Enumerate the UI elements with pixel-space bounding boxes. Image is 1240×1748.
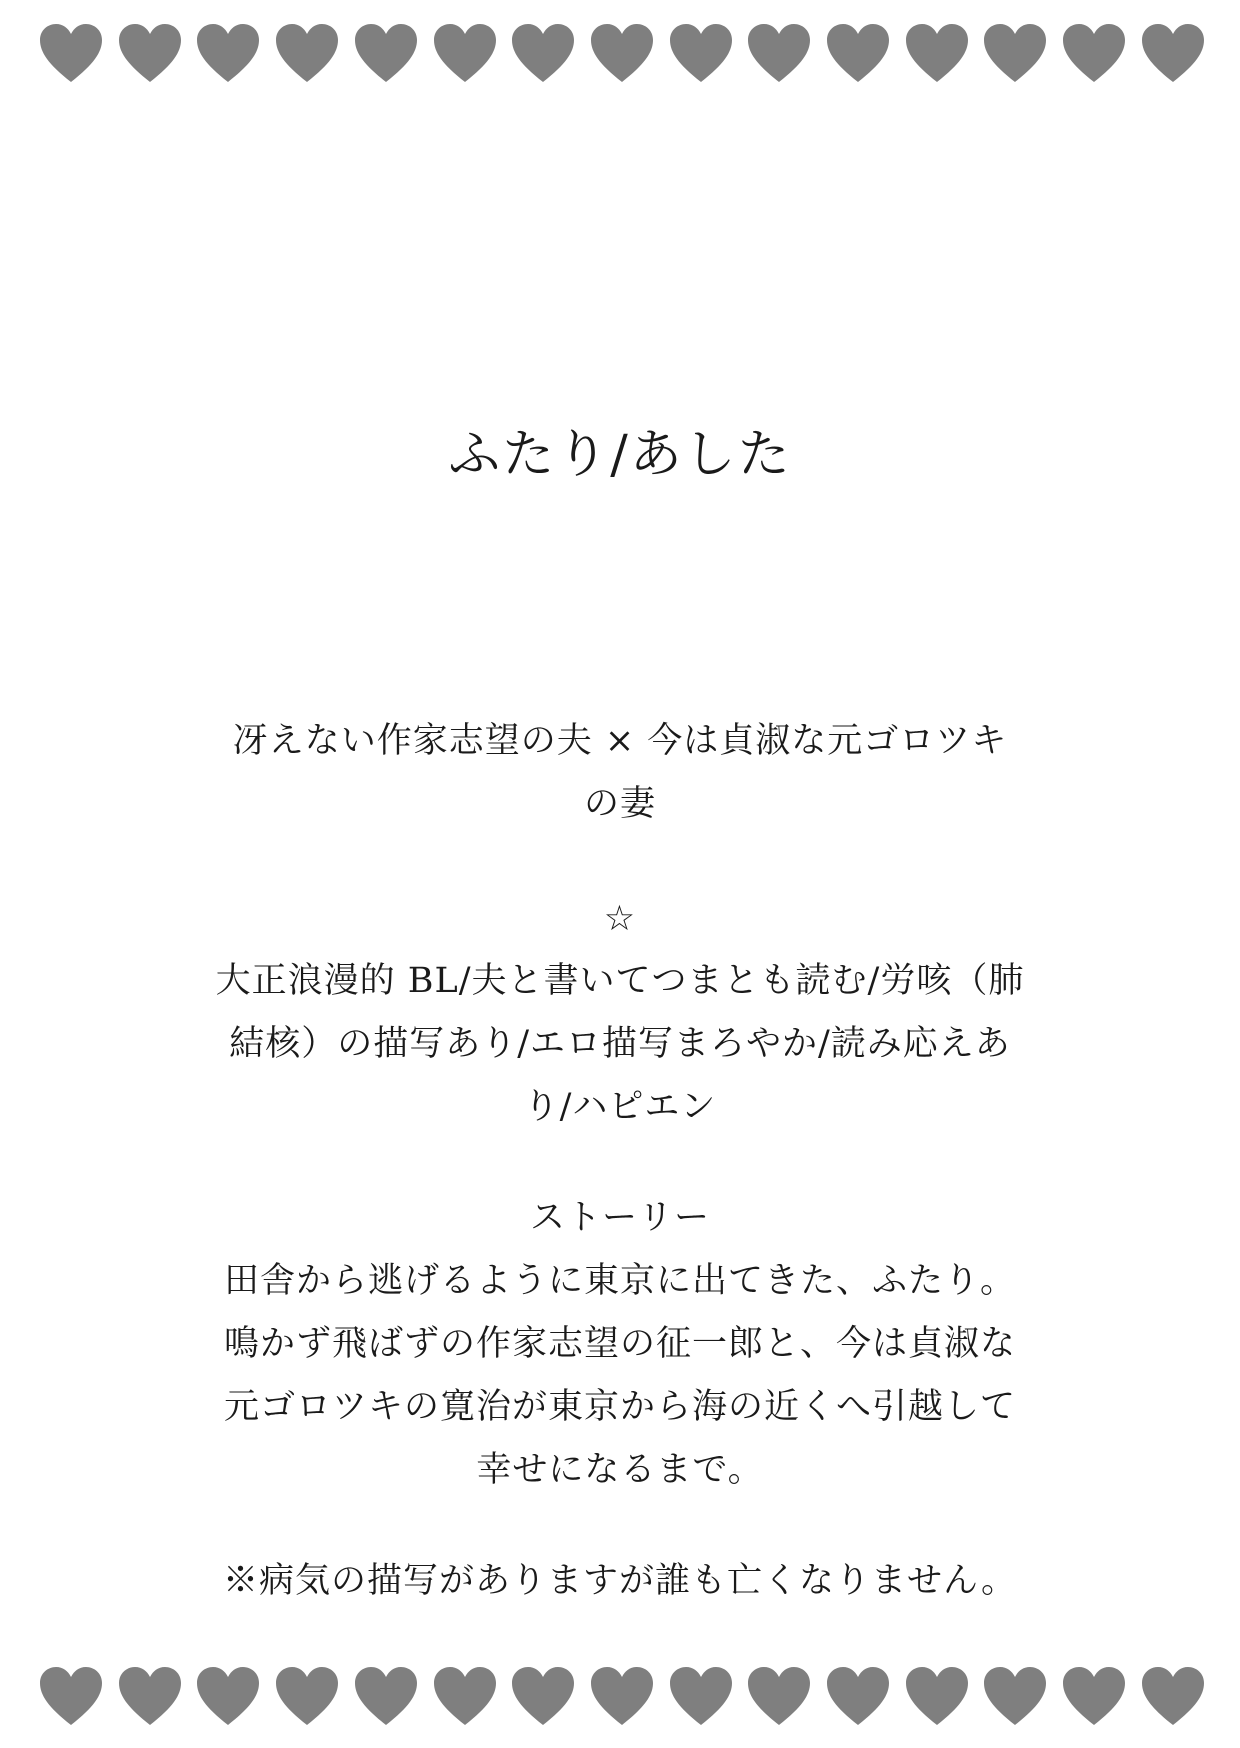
heart-icon bbox=[510, 1665, 576, 1727]
star-divider bbox=[190, 888, 1050, 951]
heart-icon bbox=[1140, 22, 1206, 84]
story-text bbox=[190, 1250, 1050, 1502]
tag-line: 結核）の描写あり/エロ描写まろやか/読み応えあ bbox=[229, 1024, 1011, 1064]
tag-line: 大正浪漫的 BL/夫と書いてつまとも読む/労咳（肺 bbox=[215, 961, 1025, 1001]
bottom-heart-border bbox=[38, 1665, 1206, 1727]
heart-icon bbox=[668, 1665, 734, 1727]
heart-icon bbox=[746, 1665, 812, 1727]
page-title: ふたり/あした bbox=[448, 425, 792, 485]
star-icon: ☆ bbox=[603, 899, 637, 939]
heart-icon bbox=[746, 22, 812, 84]
heart-icon bbox=[353, 22, 419, 84]
tagline-line: 冴えない作家志望の夫 × 今は貞淑な元ゴロツキ bbox=[232, 721, 1008, 761]
heart-icon bbox=[195, 1665, 261, 1727]
heart-icon bbox=[825, 22, 891, 84]
heart-icon bbox=[1061, 22, 1127, 84]
heart-icon bbox=[668, 22, 734, 84]
content-note bbox=[190, 1550, 1050, 1613]
heart-icon bbox=[589, 22, 655, 84]
story-line: 鳴かず飛ばずの作家志望の征一郎と、今は貞淑な bbox=[223, 1324, 1016, 1364]
heart-icon bbox=[510, 22, 576, 84]
story-heading-text: ストーリー bbox=[529, 1198, 710, 1238]
heart-icon bbox=[904, 22, 970, 84]
story-line: 幸せになるまで。 bbox=[476, 1450, 764, 1490]
heart-icon bbox=[982, 1665, 1048, 1727]
heart-icon bbox=[589, 1665, 655, 1727]
tag-line: り/ハピエン bbox=[523, 1087, 717, 1127]
heart-icon bbox=[38, 22, 104, 84]
heart-icon bbox=[982, 22, 1048, 84]
tagline bbox=[190, 710, 1050, 836]
heart-icon bbox=[117, 22, 183, 84]
heart-icon bbox=[38, 1665, 104, 1727]
heart-icon bbox=[904, 1665, 970, 1727]
heart-icon bbox=[117, 1665, 183, 1727]
story-heading bbox=[190, 1187, 1050, 1250]
heart-icon bbox=[1140, 1665, 1206, 1727]
heart-icon bbox=[274, 22, 340, 84]
heart-icon bbox=[432, 22, 498, 84]
tag-list bbox=[190, 950, 1050, 1139]
heart-icon bbox=[195, 22, 261, 84]
heart-icon bbox=[353, 1665, 419, 1727]
story-line: 元ゴロツキの寛治が東京から海の近くへ引越して bbox=[223, 1387, 1016, 1427]
tagline-line: の妻 bbox=[583, 784, 656, 824]
content-note-text: ※病気の描写がありますが誰も亡くなりません。 bbox=[222, 1561, 1018, 1601]
heart-icon bbox=[1061, 1665, 1127, 1727]
heart-icon bbox=[432, 1665, 498, 1727]
heart-icon bbox=[825, 1665, 891, 1727]
story-line: 田舎から逃げるように東京に出てきた、ふたり。 bbox=[223, 1261, 1016, 1301]
heart-icon bbox=[274, 1665, 340, 1727]
top-heart-border bbox=[38, 22, 1206, 84]
